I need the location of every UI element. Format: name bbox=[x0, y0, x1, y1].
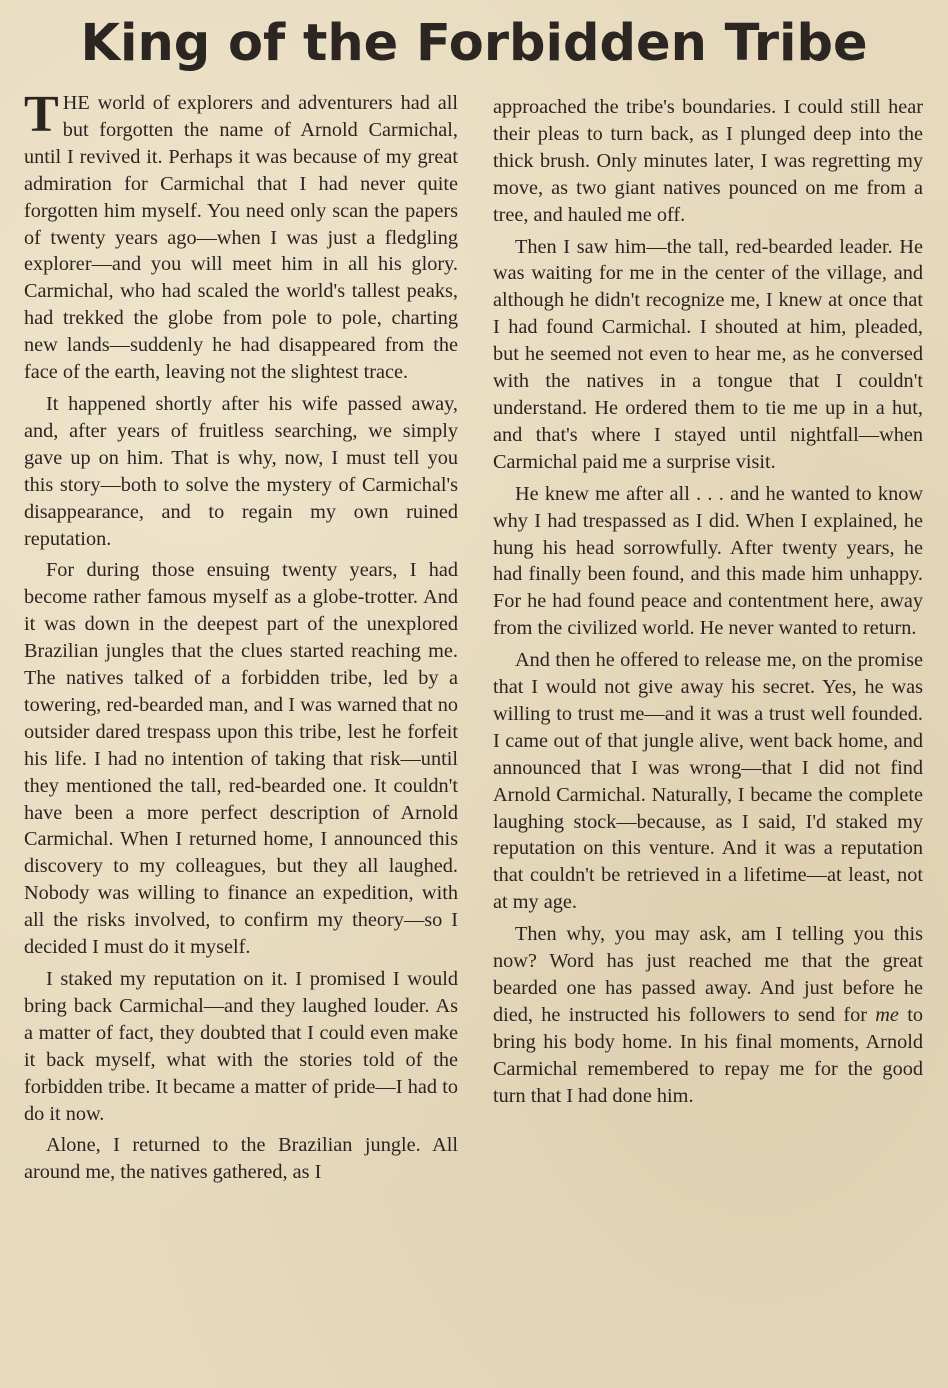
paragraph-3: For during those ensuing twenty years, I had become rather famous myself as a globe-trotter. And it was down in the deepest part of the unexplored Brazilian jungles that the clues started reaching me. The natives talked of a forbidden tribe, led by a towering, red-bearded man, and I was warned that no outsider dared trespass upon this tribe, lest he forfeit his life. I had no intention of taking that risk—until they mentioned the tall, red-bearded one. It couldn't have been a more perfect description of Arnold Carmichal. When I returned home, I announced this discovery to my colleagues, but they all laughed. Nobody was willing to finance an expedition, with all the risks involved, to confirm my theory—so I decided I must do it myself. bbox=[24, 559, 458, 959]
paragraph-8: And then he offered to release me, on the promise that I would not give away his secret. Yes, he was willing to trust me—and it was a trust well founded. I came out of that jungle alive, went back home, and announced that I was wrong—that I did not find Arnold Carmichal. Naturally, I became the complete laughing stock—because, as I said, I'd staked my reputation on this venture. And it was a reputation that couldn't be retrieved in a lifetime—at least, not at my age. bbox=[493, 649, 923, 914]
paragraph-9 bbox=[493, 921, 923, 1109]
left-column bbox=[24, 86, 458, 1191]
paragraph-6: Then I saw him—the tall, red-bearded leader. He was waiting for me in the center of the village, and although he didn't recognize me, I knew at once that I had found Carmichal. I shouted at him, pleaded, but he seemed not even to hear me, as he conversed with the natives in a tongue that I couldn't understand. He ordered them to tie me up in a hut, and that's where I stayed until nightfall—when Carmichal paid me a surprise visit. bbox=[493, 235, 923, 473]
story-title: King of the Forbidden Tribe bbox=[80, 14, 868, 73]
paragraph-1-text: HE world of explorers and adventurers had all but forgotten the name of Arnold Carmichal, until I revived it. Perhaps it was because of my great admiration for Carmichal that I had never quite forgotten him myself. You need only scan the papers of twenty years ago—when I was just a fledgling explorer—and you will meet him in all his glory. Carmichal, who had scaled the world's tallest peaks, had trekked the globe from pole to pole, charting new lands—suddenly he had disappeared from the face of the earth, leaving not the slightest trace. bbox=[24, 92, 458, 384]
drop-cap: T bbox=[24, 86, 59, 143]
paragraph-4: I staked my reputation on it. I promised I would bring back Carmichal—and they laughed louder. As a matter of fact, they doubted that I could even make it back myself, what with the stories told of the forbidden tribe. It became a matter of pride—I had to do it now. bbox=[24, 968, 458, 1125]
paragraph-5: Alone, I returned to the Brazilian jungle. All around me, the natives gathered, as I bbox=[24, 1134, 458, 1184]
paragraph-9-text-a: Then why, you may ask, am I telling you this now? Word has just reached me that the great bearded one has passed away. And just before he died, he instructed his followers to send for bbox=[493, 923, 923, 1026]
right-column bbox=[493, 94, 923, 1115]
paragraph-2: It happened shortly after his wife passed away, and, after years of fruitless searching, we simply gave up on him. That is why, now, I must tell you this story—both to solve the mystery of Carmichal's disappearance, and to regain my own ruined reputation. bbox=[24, 392, 458, 550]
paragraph-7: He knew me after all . . . and he wanted to know why I had trespassed as I did. When I explained, he hung his head sorrowfully. After twenty years, he had finally been found, and this made him unhappy. For he had found peace and contentment here, away from the civilized world. He never wanted to return. bbox=[493, 482, 923, 640]
paragraph-5-continued: approached the tribe's boundaries. I could still hear their pleas to turn back, as I plunged deep into the thick brush. Only minutes later, I was regretting my move, as two giant natives pounced on me from a tree, and hauled me off. bbox=[493, 96, 923, 226]
paragraph-9-text-b: to bring his body home. In his final moments, Arnold Carmichal remembered to repay me for the good turn that I had done him. bbox=[493, 1003, 923, 1107]
paragraph-1 bbox=[24, 86, 458, 386]
emphasis-me: me bbox=[875, 1003, 899, 1026]
